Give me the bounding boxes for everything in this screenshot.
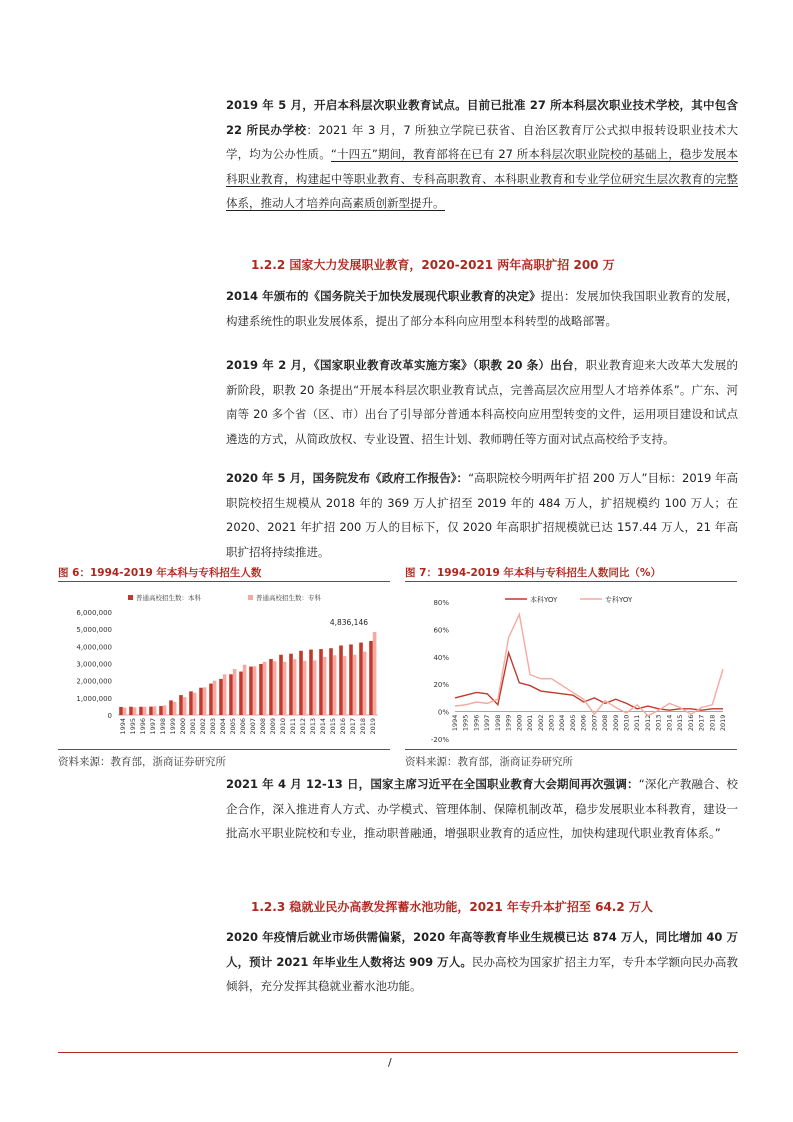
x-tick-label: 2016 [339, 718, 347, 735]
bar-associate [253, 666, 257, 715]
legend-swatch [248, 595, 253, 600]
bar-associate [343, 656, 347, 715]
x-tick-label: 2009 [611, 714, 620, 732]
figure-bottom-rule [405, 749, 737, 750]
legend-label: 本科YOY [530, 596, 558, 604]
paragraph-bold: 2021 年 4 月 12-13 日，国家主席习近平在全国职业教育大会期间再次强调： [226, 777, 639, 791]
series-line-bachelor-yoy [455, 653, 723, 711]
x-tick-label: 1999 [504, 714, 513, 732]
y-tick-label: 0 [107, 712, 112, 720]
bar-associate [213, 681, 217, 715]
bar-bachelor [169, 700, 173, 715]
bar-bachelor [179, 695, 183, 715]
bar-bachelor [369, 641, 373, 715]
chart-enrollment-yoy-line [405, 584, 737, 749]
x-tick-label: 1994 [451, 714, 459, 732]
x-tick-label: 2005 [568, 714, 577, 732]
legend-label: 普通高校招生数：本科 [136, 594, 201, 602]
bar-associate [223, 674, 227, 715]
bar-bachelor [219, 679, 223, 715]
bar-bachelor [319, 649, 323, 715]
bar-associate [193, 693, 197, 715]
x-tick-label: 1995 [461, 714, 470, 732]
x-tick-label: 2014 [665, 714, 674, 732]
x-tick-label: 2004 [219, 718, 227, 735]
paragraph-2020-employment [226, 925, 738, 999]
paragraph-bold: 2019 年 5 月，开启本科层次职业教育试点。目前已批准 27 所本科层次职业技术学校，其中包含 22 所民办学校 [226, 98, 738, 137]
bar-bachelor [309, 650, 313, 715]
x-tick-label: 2011 [633, 714, 642, 732]
x-tick-label: 2011 [289, 718, 297, 735]
bar-associate [323, 657, 327, 715]
x-tick-label: 2016 [686, 714, 695, 732]
bar-associate [233, 669, 237, 715]
bar-associate [203, 687, 207, 715]
paragraph-bold: 2014 年颁布的《国务院关于加快发展现代职业教育的决定》 [226, 289, 541, 303]
legend-label: 普通高校招生数：专科 [256, 594, 321, 602]
bar-associate [363, 652, 367, 715]
figure-6-source: 资料来源：教育部，浙商证券研究所 [58, 756, 226, 768]
paragraph-bold: 2020 年 5 月，国务院发布《政府工作报告》： [226, 471, 469, 485]
y-tick-label: 4,000,000 [76, 643, 112, 652]
y-tick-label: 1,000,000 [76, 694, 112, 703]
x-tick-label: 1999 [169, 718, 177, 735]
x-tick-label: 2008 [259, 718, 267, 735]
bar-associate [373, 632, 377, 715]
bar-associate [173, 702, 177, 715]
bar-bachelor [189, 691, 193, 715]
bar-associate [263, 662, 267, 715]
bar-bachelor [139, 707, 143, 715]
bar-bachelor [239, 672, 243, 715]
x-tick-label: 2004 [558, 714, 567, 732]
x-tick-label: 1996 [472, 714, 481, 732]
paragraph-underlined: “十四五”期间，教育部将在已有 27 所本科层次职业院校的基础上，稳步发展本科职业教育，构建起中等职业教育、专科高职教育、本科职业教育和专业学位研究生层次教育的完整体系，推动人才培养向高素质创新型提升。 [226, 147, 738, 210]
x-tick-label: 2015 [329, 718, 337, 735]
x-tick-label: 2002 [536, 714, 545, 732]
figure-6-title: 图 6：1994-2019 年本科与专科招生人数 [58, 567, 262, 579]
bar-bachelor [229, 674, 233, 715]
figure-7-title: 图 7：1994-2019 年本科与专科招生人数同比（%） [405, 567, 661, 579]
page-number: / [388, 1056, 392, 1069]
x-tick-label: 1997 [483, 714, 492, 732]
x-tick-label: 2017 [697, 714, 706, 732]
footer-rule [58, 1052, 738, 1053]
x-tick-label: 2013 [654, 714, 663, 732]
y-tick-label: 80% [433, 599, 449, 607]
y-tick-label: 0% [437, 708, 449, 717]
x-tick-label: 2001 [526, 714, 535, 732]
x-tick-label: 2008 [601, 714, 610, 732]
paragraph-text: “深化产教融合、校企合作，深入推进育人方式、办学模式、管理体制、保障机制改革，稳步发展职业本科教育，建设一批高水平职业院校和专业，推动职普融通，增强职业教育的适应性，加快构建现代职业教育体系。” [226, 777, 738, 840]
bar-bachelor [199, 688, 203, 715]
x-tick-label: 2001 [189, 718, 197, 735]
chart-enrollment-bar [58, 584, 390, 749]
paragraph-2020-report [226, 466, 738, 564]
paragraph-text: “高职院校今明两年扩招 200 万人”目标：2019 年高职院校招生规模从 2018 年的 369 万人扩招至 2019 年的 484 万人，扩招规模约 100 万人；在 2020、2021 年扩招 200 万人的目标下，仅 2020 年高职扩招规模就已达 157.44 万人，21 年高职扩招将持续推进。 [226, 471, 738, 559]
bar-associate [123, 708, 127, 715]
x-tick-label: 2000 [515, 714, 524, 732]
bar-bachelor [249, 667, 253, 715]
bar-bachelor [289, 654, 293, 715]
x-tick-label: 1994 [119, 718, 127, 735]
legend-label: 专科YOY [605, 596, 633, 604]
paragraph-bold: 2020 年疫情后就业市场供需偏紧，2020 年高等教育毕业生规模已达 874 万人，同比增加 40 万人，预计 2021 年毕业生人数将达 909 万人。 [226, 930, 738, 969]
x-tick-label: 2019 [719, 714, 727, 732]
y-tick-label: 3,000,000 [76, 660, 112, 669]
x-tick-label: 1998 [493, 714, 502, 732]
x-tick-label: 2002 [199, 718, 207, 735]
x-tick-label: 1998 [159, 718, 167, 735]
bar-associate [243, 665, 247, 715]
bar-associate [183, 697, 187, 715]
x-tick-label: 2003 [209, 718, 217, 735]
legend-swatch [128, 595, 133, 600]
x-tick-label: 2000 [179, 718, 187, 735]
x-tick-label: 2018 [708, 714, 717, 732]
paragraph-text: 民办高校为国家扩招主力军，专升本学额向民办高教倾斜，充分发挥其稳就业蓄水池功能。 [226, 954, 738, 993]
x-tick-label: 2015 [676, 714, 685, 732]
bar-bachelor [209, 684, 213, 715]
bar-associate [143, 707, 147, 715]
x-tick-label: 2009 [269, 718, 277, 735]
y-tick-label: 2,000,000 [76, 677, 112, 686]
bar-bachelor [119, 707, 123, 715]
bar-associate [293, 659, 297, 715]
bar-associate [273, 661, 277, 715]
x-tick-label: 2006 [239, 718, 247, 735]
data-label: 4,836,146 [329, 617, 368, 627]
x-tick-label: 2019 [369, 718, 377, 735]
bar-bachelor [269, 659, 273, 715]
paragraph-bold: 2019 年 2 月，《国家职业教育改革实施方案》（职教 20 条）出台 [226, 358, 574, 372]
bar-associate [313, 660, 317, 715]
x-tick-label: 2013 [309, 718, 317, 735]
bar-bachelor [329, 648, 333, 715]
y-tick-label: 40% [433, 653, 449, 662]
bar-bachelor [299, 651, 303, 715]
bar-bachelor [159, 706, 163, 715]
bar-bachelor [129, 707, 133, 715]
x-tick-label: 2018 [359, 718, 367, 735]
figure-7-rule [405, 581, 737, 582]
bar-associate [303, 661, 307, 715]
bar-bachelor [149, 707, 153, 715]
x-tick-label: 2007 [590, 714, 599, 732]
x-tick-label: 2006 [579, 714, 588, 732]
x-tick-label: 2017 [349, 718, 357, 735]
paragraph-text: ，职业教育迎来大改革大发展的新阶段，职教 20 条提出“开展本科层次职业教育试点，完善高层次应用型人才培养体系”。广东、河南等 20 多个省（区、市）出台了引导部分普通本科高校向应用型转变的文件，运用项目建设和试点遴选的方式，从简政放权、专业设置、招生计划、教师聘任等方面对试点高校给予支持。 [226, 358, 739, 446]
y-tick-label: -20% [430, 736, 449, 744]
y-tick-label: 20% [433, 681, 449, 690]
paragraph-text: ：2021 年 3 月，7 所独立学院已获省、自治区教育厅公式拟申报转设职业技术大学，均为公办性质。 [226, 122, 738, 161]
x-tick-label: 2003 [547, 714, 556, 732]
y-tick-label: 5,000,000 [76, 626, 112, 635]
x-tick-label: 2012 [299, 718, 307, 735]
paragraph-pilot [226, 93, 738, 216]
bar-bachelor [359, 643, 363, 715]
bar-associate [153, 706, 157, 715]
bar-associate [283, 662, 287, 715]
paragraph-text: 提出：发展加快我国职业教育的发展，构建系统性的职业发展体系，提出了部分本科向应用型本科转型的战略部署。 [226, 289, 738, 328]
figure-bottom-rule [58, 749, 390, 750]
x-tick-label: 2007 [249, 718, 257, 735]
x-tick-label: 1997 [149, 718, 157, 735]
x-tick-label: 1995 [129, 718, 137, 735]
bar-associate [353, 655, 357, 715]
bar-bachelor [339, 645, 343, 715]
y-tick-label: 60% [433, 626, 449, 635]
figure-7-source: 资料来源：教育部，浙商证券研究所 [405, 756, 573, 768]
bar-associate [333, 655, 337, 715]
x-tick-label: 2014 [319, 718, 327, 735]
x-tick-label: 1996 [139, 718, 147, 735]
x-tick-label: 2012 [643, 714, 652, 732]
section-heading-1-2-3: 1.2.3 稳就业民办高教发挥蓄水池功能，2021 年专升本扩招至 64.2 万人 [251, 900, 653, 914]
bar-bachelor [259, 664, 263, 715]
x-tick-label: 2010 [622, 714, 631, 732]
paragraph-2019-plan [226, 353, 738, 451]
paragraph-2014-decision [226, 284, 738, 333]
bar-bachelor [349, 644, 353, 715]
section-heading-1-2-2: 1.2.2 国家大力发展职业教育，2020-2021 两年高职扩招 200 万 [251, 258, 615, 272]
x-tick-label: 2010 [279, 718, 287, 735]
figure-6-rule [58, 581, 390, 582]
bar-associate [133, 707, 137, 715]
bar-associate [163, 705, 167, 715]
bar-bachelor [279, 655, 283, 715]
paragraph-2021-conference [226, 772, 738, 846]
x-tick-label: 2005 [229, 718, 237, 735]
y-tick-label: 6,000,000 [76, 609, 112, 617]
